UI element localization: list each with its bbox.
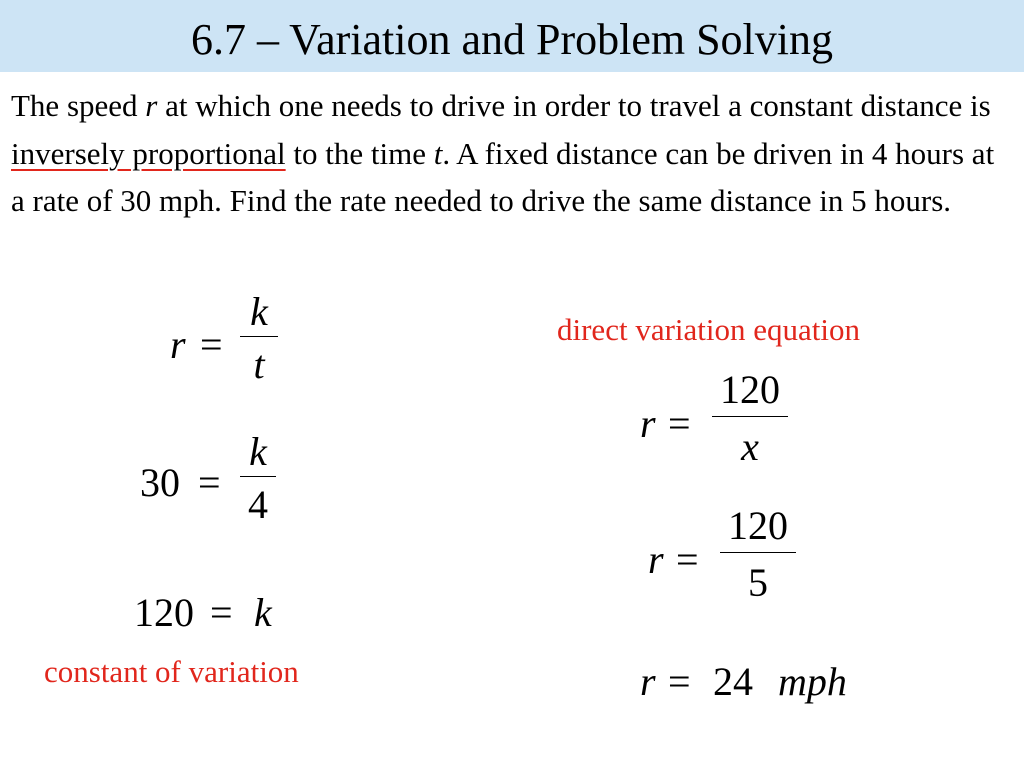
fraction: [240, 289, 278, 387]
fraction-bar: [720, 552, 796, 553]
problem-text: [11, 82, 1011, 225]
problem-part-4: . A fixed distance can be driven in 4 hours at a rate of 30 mph. Find the rate needed to drive the same distance in 5 hours.: [11, 135, 995, 218]
inversely-proportional-term: inversely proportional: [11, 135, 286, 171]
eq-lhs: r: [640, 401, 656, 446]
numerator: 120: [720, 367, 780, 412]
eq-value: 24: [713, 659, 753, 704]
numerator: k: [249, 429, 267, 474]
eq-operator: =: [676, 537, 699, 582]
fraction: [720, 503, 796, 605]
eq-lhs: 120: [134, 590, 194, 635]
denominator: 5: [748, 560, 768, 605]
constant-of-variation-label: constant of variation: [44, 654, 299, 689]
slide-title: 6.7 – Variation and Problem Solving: [190, 15, 834, 64]
numerator: k: [250, 289, 268, 334]
eq-lhs: r: [648, 537, 664, 582]
eq-lhs: r: [170, 322, 186, 367]
fraction: [240, 429, 276, 527]
problem-part-2: at which one needs to drive in order to travel a constant distance is: [157, 88, 991, 123]
denominator: x: [741, 424, 759, 469]
numerator: 120: [728, 503, 788, 548]
eq-operator: =: [200, 322, 223, 367]
fraction-bar: [240, 336, 278, 337]
problem-part-1: The speed: [11, 88, 146, 123]
variable-r: r: [145, 88, 158, 123]
fraction-bar: [712, 416, 788, 417]
eq-operator: =: [210, 590, 233, 635]
eq-rhs: k: [254, 590, 272, 635]
eq-lhs: 30: [140, 460, 180, 505]
eq-unit: mph: [778, 659, 847, 704]
eq-operator: =: [198, 460, 221, 505]
problem-part-3: to the time: [285, 135, 434, 171]
eq-lhs: r: [640, 659, 656, 704]
fraction-bar: [240, 476, 276, 477]
denominator: t: [253, 342, 265, 387]
denominator: 4: [248, 482, 268, 527]
direct-variation-label: direct variation equation: [557, 312, 860, 347]
variable-t: t: [433, 135, 443, 171]
eq-operator: =: [668, 401, 691, 446]
eq-operator: =: [668, 659, 691, 704]
fraction: [712, 367, 788, 469]
title-bar: [0, 0, 1024, 72]
